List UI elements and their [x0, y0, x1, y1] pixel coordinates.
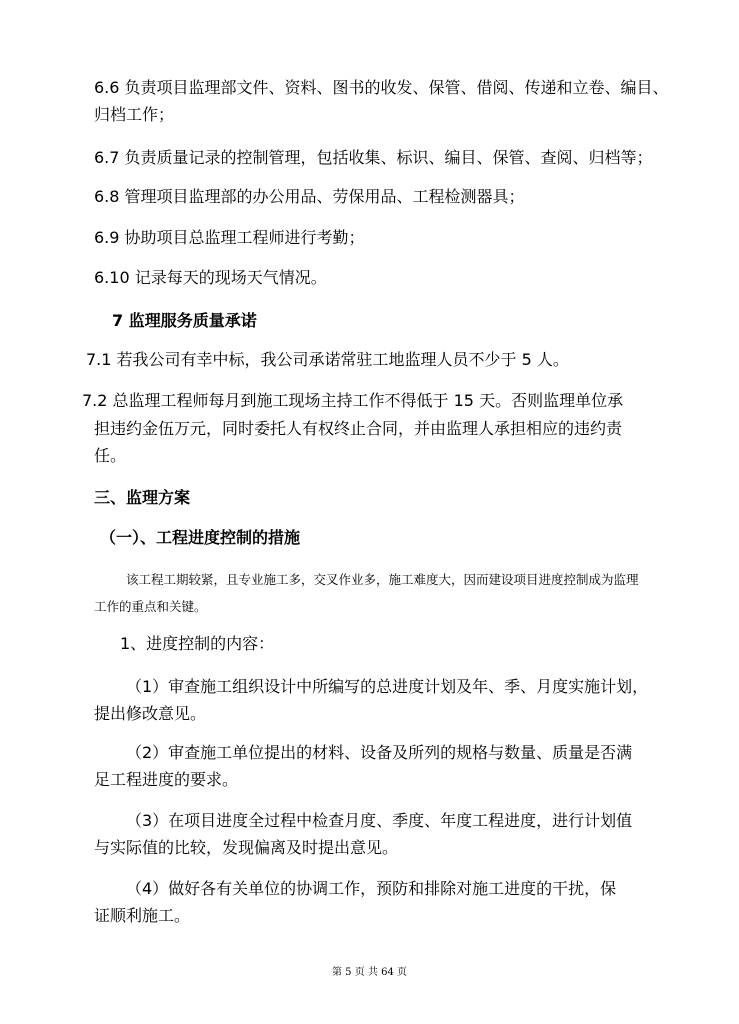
intro-line-2: 工作的重点和关键。	[94, 599, 207, 614]
point-4-line-1: （4）做好各有关单位的协调工作，预防和排除对施工进度的干扰，保	[126, 879, 617, 898]
point-3-line-2: 与实际值的比较，发现偏离及时提出意见。	[94, 838, 399, 857]
point-4-line-2: 证顺利施工。	[94, 906, 191, 925]
intro-line-1: 该工程工期较紧，且专业施工多，交叉作业多，施工难度大，因而建设项目进度控制成为监理	[126, 572, 639, 587]
section-7-heading: 7 监理服务质量承诺	[112, 311, 257, 330]
page-number-footer: 第 5 页 共 64 页	[332, 967, 407, 978]
duty-6-6-line-2: 归档工作；	[94, 105, 175, 124]
point-1-line-1: （1）审查施工组织设计中所编写的总进度计划及年、季、月度实施计划，	[126, 677, 649, 696]
commitment-7-2-line-1: 7.2 总监理工程师每月到施工现场主持工作不得低于 15 天。否则监理单位承	[82, 391, 624, 410]
duty-6-10: 6.10 记录每天的现场天气情况。	[94, 268, 327, 287]
duty-6-6-line-1: 6.6 负责项目监理部文件、资料、图书的收发、保管、借阅、传递和立卷、编目、	[94, 78, 669, 97]
duty-6-7: 6.7 负责质量记录的控制管理，包括收集、标识、编目、保管、查阅、归档等；	[94, 148, 653, 167]
point-2-line-2: 足工程进度的要求。	[94, 770, 239, 789]
commitment-7-2-line-2: 担违约金伍万元，同时委托人有权终止合同，并由监理人承担相应的违约责	[94, 419, 623, 438]
duty-6-8: 6.8 管理项目监理部的办公用品、劳保用品、工程检测器具；	[94, 187, 525, 206]
duty-6-9: 6.9 协助项目总监理工程师进行考勤；	[94, 228, 365, 247]
point-3-line-1: （3）在项目进度全过程中检查月度、季度、年度工程进度，进行计划值	[126, 811, 633, 830]
commitment-7-2-line-3: 任。	[94, 446, 127, 465]
point-1-line-2: 提出修改意见。	[94, 704, 207, 723]
subsection-1-heading: （一）、工程进度控制的措施	[100, 528, 301, 547]
progress-content-heading: 1、进度控制的内容：	[120, 634, 275, 653]
point-2-line-1: （2）审查施工单位提出的材料、设备及所列的规格与数量、质量是否满	[126, 743, 633, 762]
part-3-heading: 三、监理方案	[94, 488, 191, 507]
commitment-7-1: 7.1 若我公司有幸中标，我公司承诺常驻工地监理人员不少于 5 人。	[86, 350, 569, 369]
